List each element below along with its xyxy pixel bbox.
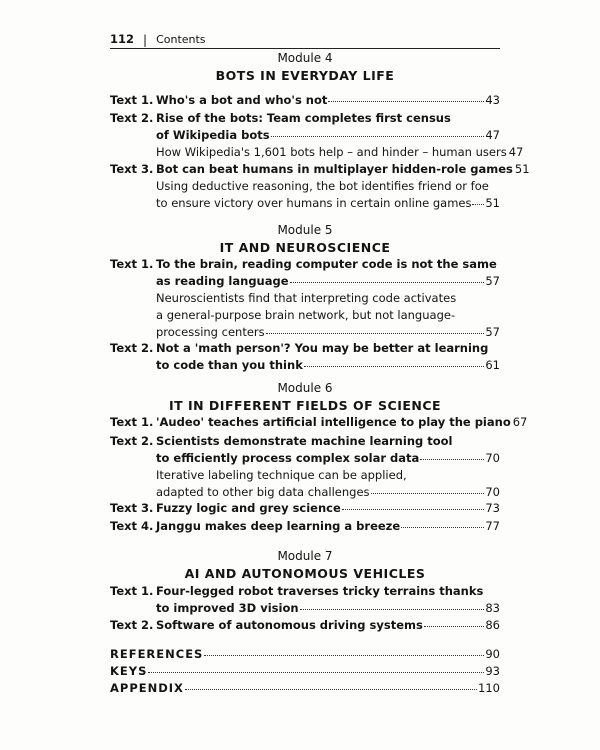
entry-text: Rise of the bots: Team completes first census bbox=[156, 111, 451, 125]
header-separator: | bbox=[143, 33, 148, 47]
entry-text: Software of autonomous driving systems bbox=[156, 618, 423, 632]
dot-leader bbox=[304, 365, 485, 367]
entry-text: as reading language bbox=[156, 274, 289, 288]
entry-label: Text 2. bbox=[110, 341, 154, 355]
module-5-heading bbox=[110, 222, 500, 256]
entry-line bbox=[156, 256, 500, 273]
dot-leader bbox=[420, 458, 484, 460]
module-7-heading bbox=[110, 548, 500, 582]
entry-line bbox=[156, 161, 530, 178]
entry-page: 70 bbox=[485, 485, 500, 499]
entry-page: 61 bbox=[485, 358, 500, 372]
toc-entry[interactable] bbox=[110, 583, 500, 617]
entry-label: Text 1. bbox=[110, 257, 154, 271]
entry-line bbox=[156, 600, 500, 617]
module-number: Module 5 bbox=[277, 223, 333, 237]
entry-page: 77 bbox=[485, 519, 500, 533]
entry-text: to improved 3D vision bbox=[156, 601, 299, 615]
module-title: AI AND AUTONOMOUS VEHICLES bbox=[184, 566, 426, 581]
entry-line bbox=[156, 92, 500, 109]
entry-line bbox=[156, 144, 524, 161]
toc-entry-keys[interactable] bbox=[110, 663, 500, 680]
module-title: IT AND NEUROSCIENCE bbox=[219, 240, 391, 255]
entry-label: Text 1. bbox=[110, 93, 154, 107]
dot-leader bbox=[371, 492, 485, 494]
entry-text: How Wikipedia's 1,601 bots help – and hinder – human users bbox=[156, 145, 507, 159]
entry-line bbox=[156, 467, 500, 484]
entry-text: REFERENCES bbox=[110, 647, 204, 661]
toc-entry-appendix[interactable] bbox=[110, 680, 500, 697]
entry-line bbox=[156, 450, 500, 467]
entry-line bbox=[156, 357, 500, 374]
entry-label: Text 4. bbox=[110, 519, 154, 533]
entry-text: Not a 'math person'? You may be better at learning bbox=[156, 341, 489, 355]
entry-text: Four-legged robot traverses tricky terrains thanks bbox=[156, 584, 484, 598]
toc-entry[interactable] bbox=[110, 92, 500, 109]
entry-page: 110 bbox=[478, 681, 500, 695]
dot-leader bbox=[472, 203, 484, 205]
dot-leader bbox=[342, 508, 485, 510]
entry-text: Scientists demonstrate machine learning tool bbox=[156, 434, 453, 448]
entry-label: Text 3. bbox=[110, 162, 154, 176]
entry-text: Using deductive reasoning, the bot identifies friend or foe bbox=[156, 179, 489, 193]
toc-entry[interactable] bbox=[110, 161, 530, 212]
entry-text: Who's a bot and who's not bbox=[156, 93, 328, 107]
entry-text: Janggu makes deep learning a breeze bbox=[156, 519, 401, 533]
entry-text: to code than you think bbox=[156, 358, 303, 372]
entry-line bbox=[156, 273, 500, 290]
dot-leader bbox=[271, 135, 485, 137]
entry-line bbox=[156, 307, 500, 324]
entry-page: 43 bbox=[485, 93, 500, 107]
module-4-heading bbox=[110, 50, 500, 84]
entry-page: 67 bbox=[512, 415, 528, 429]
entry-line bbox=[156, 290, 500, 307]
dot-leader bbox=[204, 654, 484, 656]
entry-label: Text 3. bbox=[110, 501, 154, 515]
entry-text: 'Audeo' teaches artificial intelligence to play the piano bbox=[156, 415, 511, 429]
entry-label: Text 2. bbox=[110, 111, 154, 125]
entry-text: processing centers bbox=[156, 325, 265, 339]
entry-page: 57 bbox=[485, 325, 500, 339]
toc-entry[interactable] bbox=[110, 340, 500, 374]
entry-label: Text 1. bbox=[110, 415, 154, 429]
entry-line bbox=[156, 433, 500, 450]
entry-line bbox=[156, 110, 500, 127]
toc-entry-references[interactable] bbox=[110, 646, 500, 663]
entry-line bbox=[156, 195, 500, 212]
back-matter bbox=[110, 646, 500, 697]
entry-text: of Wikipedia bots bbox=[156, 128, 270, 142]
entry-text: to efficiently process complex solar data bbox=[156, 451, 420, 465]
entry-page: 86 bbox=[485, 618, 500, 632]
entry-page: 57 bbox=[485, 274, 500, 288]
entry-text: KEYS bbox=[110, 664, 148, 678]
entry-page: 73 bbox=[485, 501, 500, 515]
entry-page: 47 bbox=[485, 128, 500, 142]
entry-text: Bot can beat humans in multiplayer hidden-role games bbox=[156, 162, 513, 176]
module-number: Module 7 bbox=[277, 549, 333, 563]
dot-leader bbox=[328, 100, 484, 102]
toc-entry[interactable] bbox=[110, 414, 528, 431]
entry-page: 51 bbox=[514, 162, 530, 176]
entry-text: Fuzzy logic and grey science bbox=[156, 501, 341, 515]
toc-entry[interactable] bbox=[110, 433, 500, 501]
entry-line bbox=[156, 500, 500, 517]
module-6-heading bbox=[110, 380, 500, 414]
running-header bbox=[110, 26, 500, 49]
toc-entry[interactable] bbox=[110, 617, 500, 634]
toc-entry[interactable] bbox=[110, 518, 500, 535]
entry-line bbox=[156, 484, 500, 501]
entry-line bbox=[156, 518, 500, 535]
entry-line bbox=[156, 324, 500, 341]
entry-page: 83 bbox=[485, 601, 500, 615]
entry-text: adapted to other big data challenges bbox=[156, 485, 370, 499]
dot-leader bbox=[185, 688, 477, 690]
entry-label: Text 1. bbox=[110, 584, 154, 598]
entry-line bbox=[156, 414, 528, 431]
entry-label: Text 2. bbox=[110, 434, 154, 448]
entry-page: 90 bbox=[485, 647, 500, 661]
header-title: Contents bbox=[156, 33, 206, 46]
entry-page: 93 bbox=[485, 664, 500, 678]
entry-line bbox=[156, 127, 500, 144]
entry-text: APPENDIX bbox=[110, 681, 184, 695]
entry-page: 51 bbox=[485, 196, 500, 210]
module-title: BOTS IN EVERYDAY LIFE bbox=[215, 68, 395, 83]
entry-line bbox=[156, 178, 500, 195]
toc-entry[interactable] bbox=[110, 110, 524, 161]
entry-line bbox=[156, 583, 500, 600]
toc-entry[interactable] bbox=[110, 500, 500, 517]
entry-text: a general-purpose brain network, but not language- bbox=[156, 308, 456, 322]
entry-text: To the brain, reading computer code is not the same bbox=[156, 257, 497, 271]
entry-line bbox=[156, 340, 500, 357]
dot-leader bbox=[300, 608, 485, 610]
entry-line bbox=[156, 617, 500, 634]
dot-leader bbox=[148, 671, 484, 673]
entry-label: Text 2. bbox=[110, 618, 154, 632]
entry-text: to ensure victory over humans in certain online games bbox=[156, 196, 472, 210]
dot-leader bbox=[424, 625, 485, 627]
module-number: Module 4 bbox=[277, 51, 333, 65]
dot-leader bbox=[266, 332, 485, 334]
module-number: Module 6 bbox=[277, 381, 333, 395]
page-number: 112 bbox=[110, 32, 135, 46]
dot-leader bbox=[290, 281, 485, 283]
toc-entry[interactable] bbox=[110, 256, 500, 341]
module-title: IT IN DIFFERENT FIELDS OF SCIENCE bbox=[168, 398, 442, 413]
entry-text: Iterative labeling technique can be applied, bbox=[156, 468, 407, 482]
entry-page: 70 bbox=[485, 451, 500, 465]
entry-page: 47 bbox=[508, 145, 524, 159]
dot-leader bbox=[401, 526, 484, 528]
entry-text: Neuroscientists find that interpreting code activates bbox=[156, 291, 457, 305]
